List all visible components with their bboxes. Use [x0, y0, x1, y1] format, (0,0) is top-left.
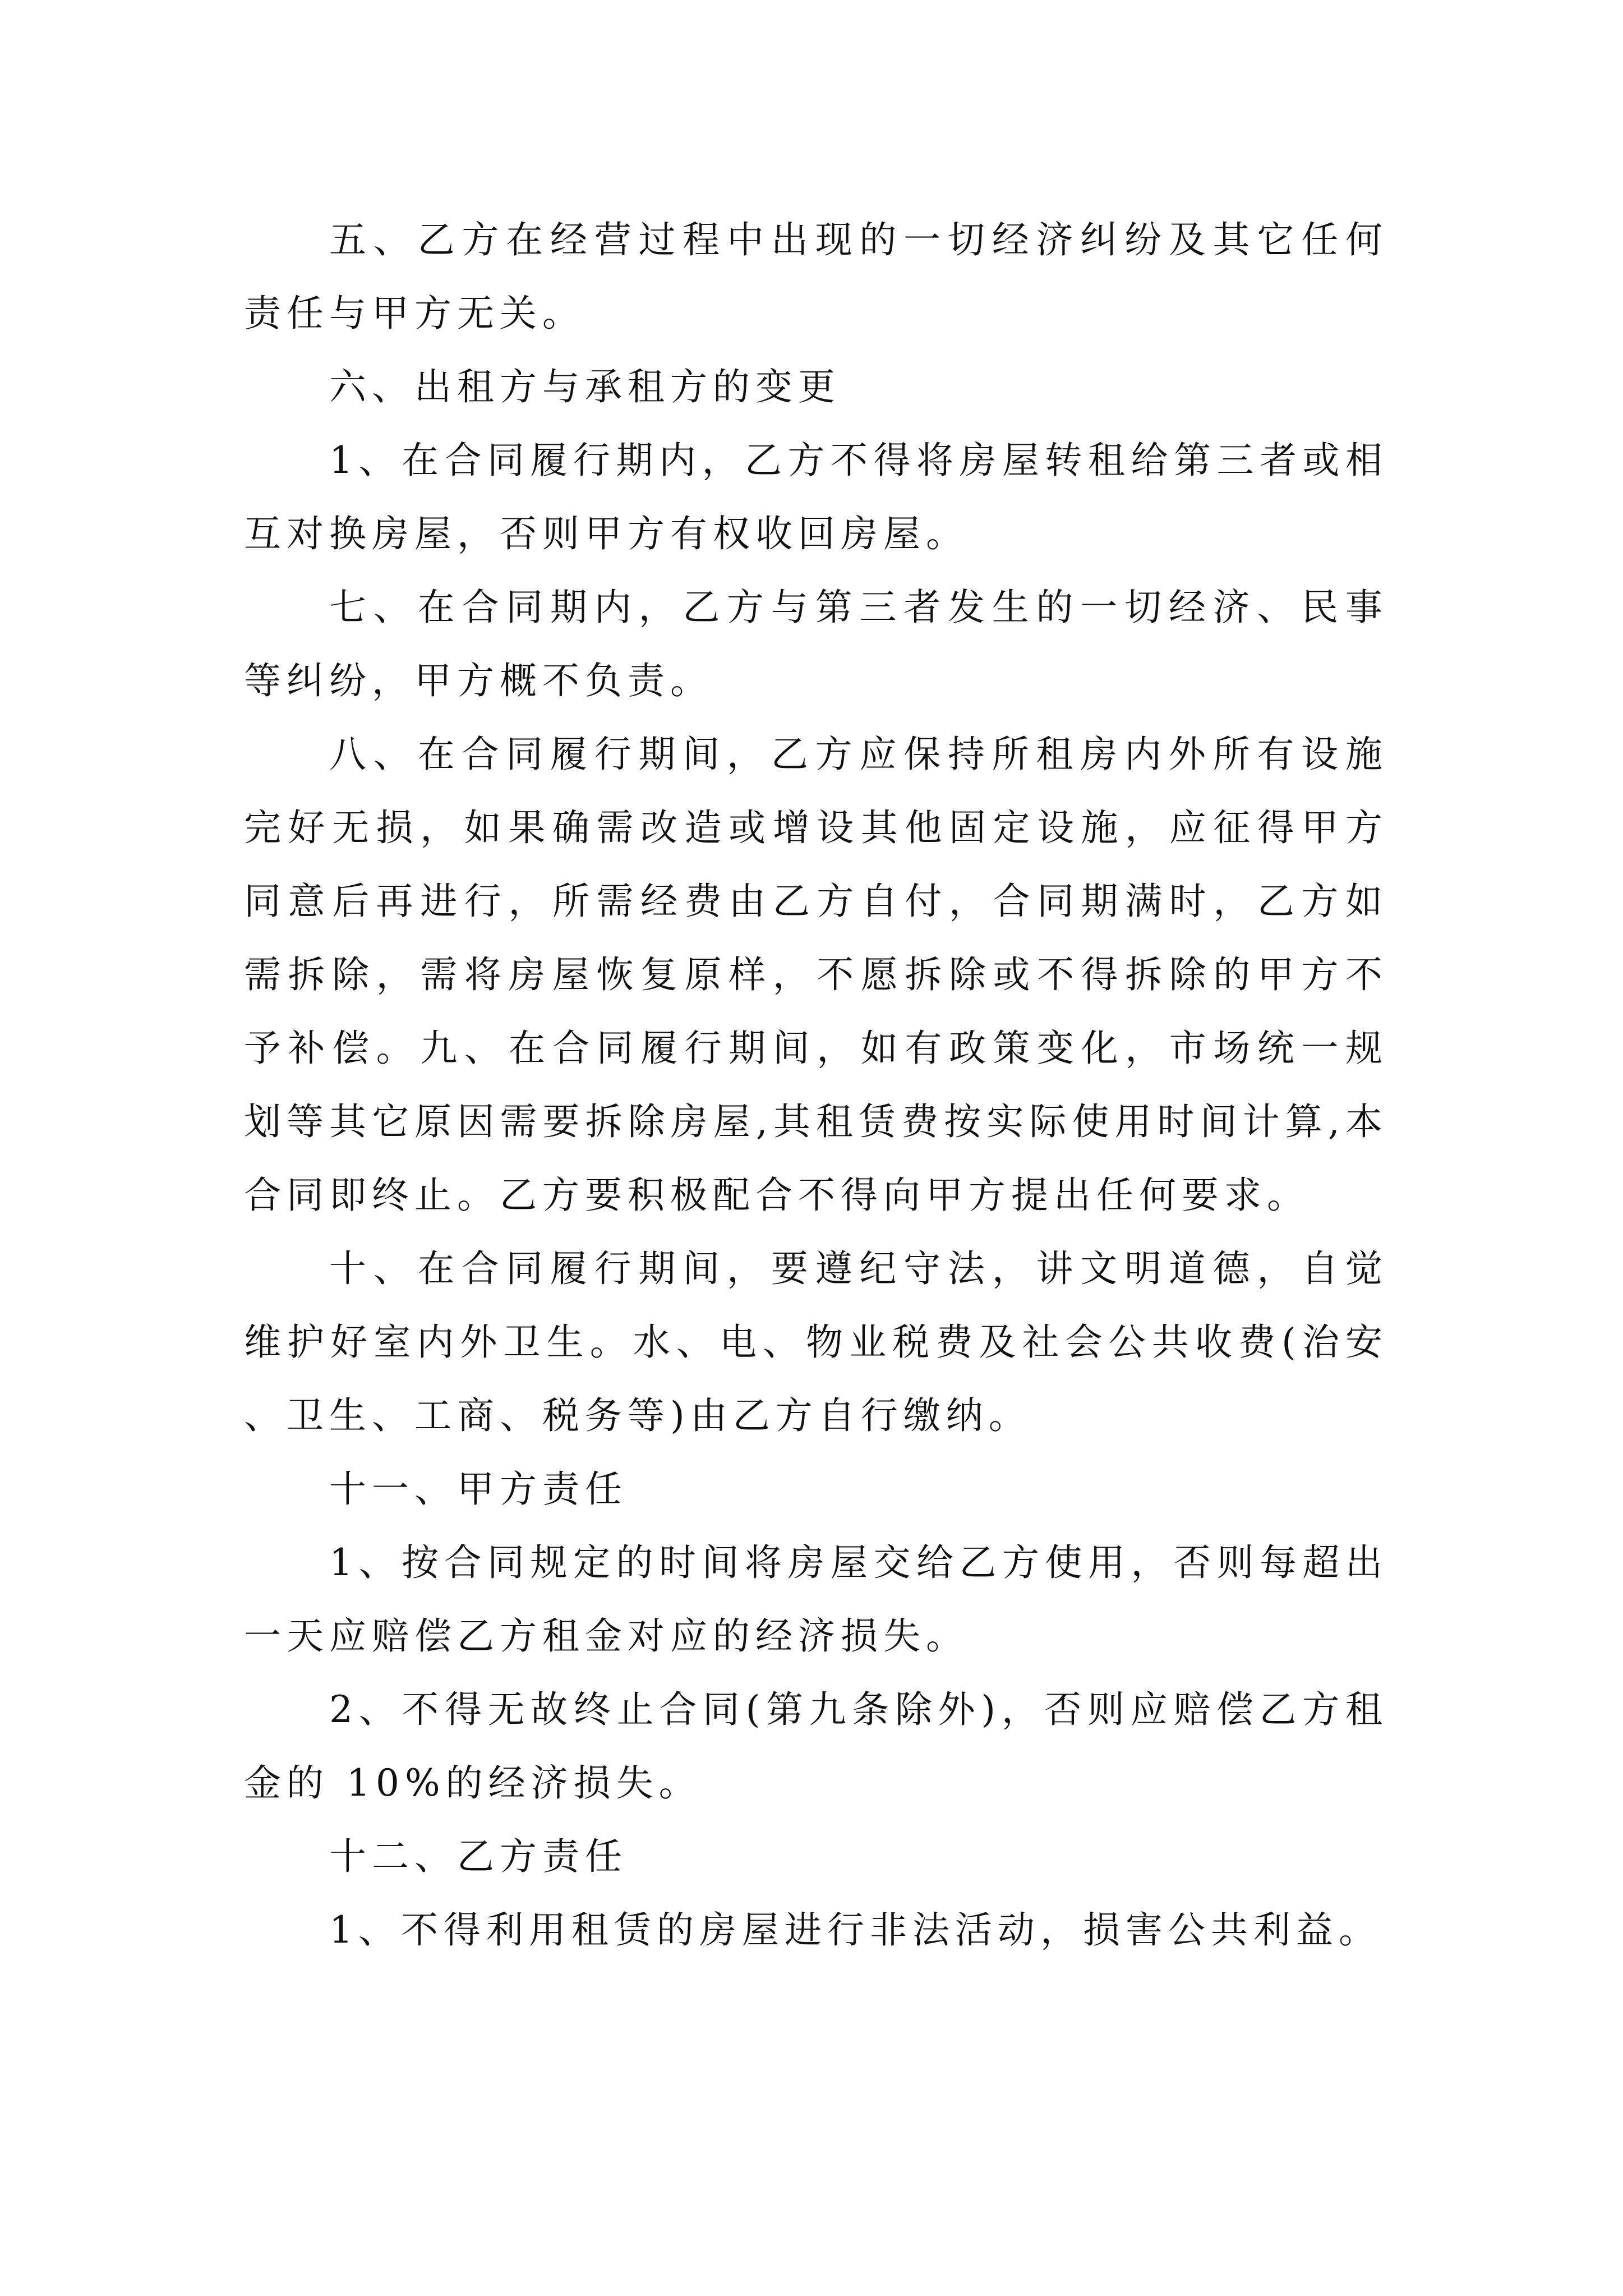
- paragraph-7: 七、在合同期内，乙方与第三者发生的一切经济、民事等纠纷，甲方概不负责。: [244, 586, 1388, 702]
- paragraph-12-item-1: 1、不得利用租赁的房屋进行非法活动，损害公共利益。: [329, 1908, 1381, 1952]
- paragraph-6-item-1: 1、在合同履行期内，乙方不得将房屋转租给第三者或相互对换房屋，否则甲方有权收回房屋。: [244, 439, 1388, 555]
- paragraph-10: 十、在合同履行期间，要遵纪守法，讲文明道德，自觉维护好室内外卫生。水、电、物业税费及社会公共收费(治安、卫生、工商、税务等)由乙方自行缴纳。: [244, 1247, 1388, 1437]
- document-body: [244, 203, 1388, 1967]
- paragraph-6-heading: 六、出租方与承租方的变更: [329, 365, 841, 408]
- paragraph-11-item-1: 1、按合同规定的时间将房屋交给乙方使用，否则每超出一天应赔偿乙方租金对应的经济损失。: [244, 1541, 1388, 1658]
- paragraph-5: 五、乙方在经营过程中出现的一切经济纠纷及其它任何责任与甲方无关。: [244, 218, 1388, 335]
- paragraph-11-heading: 十一、甲方责任: [329, 1467, 628, 1511]
- paragraph-8-9: 八、在合同履行期间，乙方应保持所租房内外所有设施完好无损，如果确需改造或增设其他固定设施，应征得甲方同意后再进行，所需经费由乙方自付，合同期满时，乙方如需拆除，需将房屋恢复原样，不愿拆除或不得拆除的甲方不予补偿。九、在合同履行期间，如有政策变化，市场统一规划等其它原因需要拆除房屋,其租赁费按实际使用时间计算,本合同即终止。乙方要积极配合不得向甲方提出任何要求。: [244, 733, 1388, 1217]
- paragraph-12-heading: 十二、乙方责任: [329, 1835, 628, 1878]
- paragraph-11-item-2: 2、不得无故终止合同(第九条除外)，否则应赔偿乙方租金的 10%的经济损失。: [244, 1688, 1388, 1805]
